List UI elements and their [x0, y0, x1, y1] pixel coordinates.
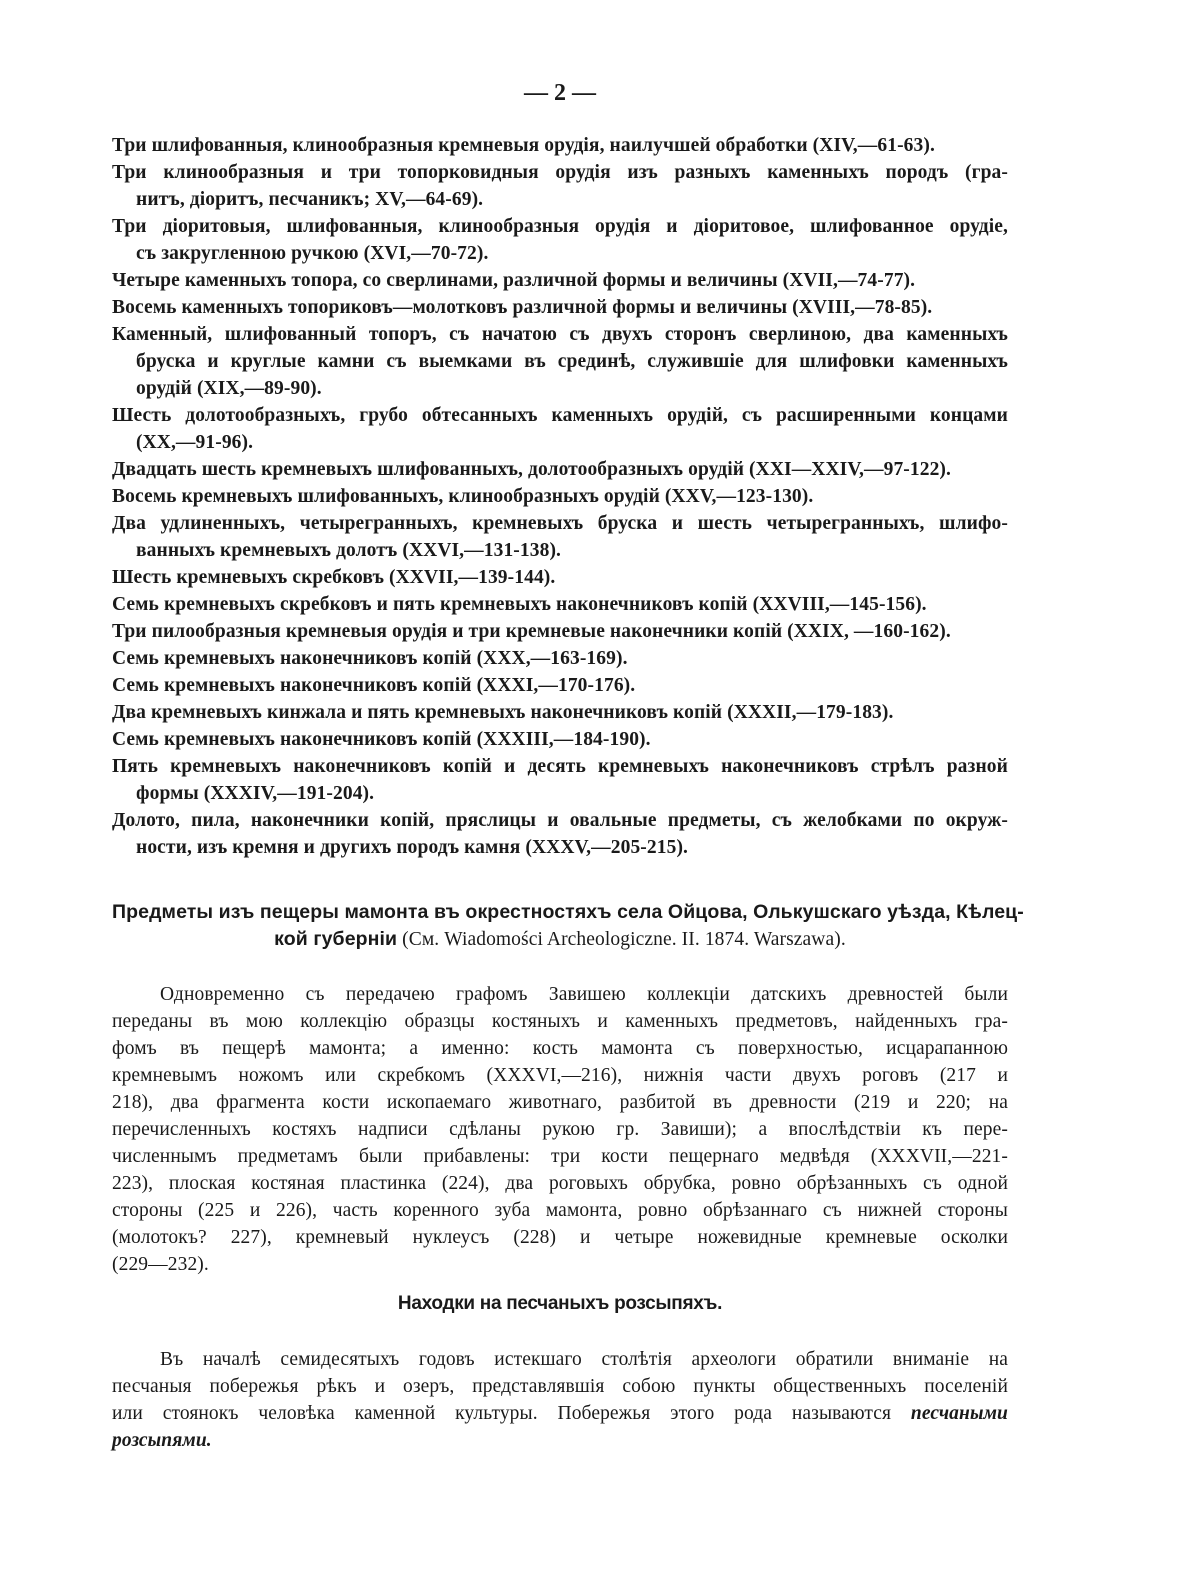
entry-line: Четыре каменныхъ топора, со сверлинами, различной формы и величины (XVII,—74-77).: [112, 270, 916, 291]
entry-line: Каменный, шлифованный топоръ, съ начатою съ двухъ сторонъ сверлиною, два каменныхъ: [112, 324, 1008, 345]
list-entry: [112, 591, 1008, 618]
entry-line: Три клинообразныя и три топорковидныя орудія изъ разныхъ каменныхъ породъ (гра-: [112, 162, 1008, 183]
entry-line: Восемь каменныхъ топориковъ—молотковъ различной формы и величины (XVIII,—78-85).: [112, 297, 933, 318]
paragraph-line: фомъ въ пещерѣ мамонта; а именно: кость мамонта съ поверхностью, исцарапанною: [112, 1038, 1008, 1059]
list-entry: [112, 267, 1008, 294]
entry-line: Двадцать шесть кремневыхъ шлифованныхъ, долотообразныхъ орудій (XXI—XXIV,—97-122).: [112, 459, 952, 480]
entry-line: Семь кремневыхъ наконечниковъ копій (XXXI,—170-176).: [112, 675, 636, 696]
paragraph-sand-finds: [112, 1346, 1008, 1454]
list-entry: [112, 807, 1008, 861]
emphasis-term: песчаными: [910, 1403, 1008, 1424]
entry-line: Шесть кремневыхъ скребковъ (XXVII,—139-144).: [112, 567, 556, 588]
entry-line: Пять кремневыхъ наконечниковъ копій и десять кремневыхъ наконечниковъ стрѣлъ разной: [112, 756, 1008, 777]
list-entry: [112, 726, 1008, 753]
entry-line: ности, изъ кремня и другихъ породъ камня (XXXV,—205-215).: [136, 837, 689, 858]
list-entry: [112, 510, 1008, 564]
entry-line: орудій (XIX,—89-90).: [136, 378, 322, 399]
entry-line: Семь кремневыхъ скребковъ и пять кремневыхъ наконечниковъ копій (XXVIII,—145-156).: [112, 594, 927, 615]
entry-line: Семь кремневыхъ наконечниковъ копій (XXX,—163-169).: [112, 648, 628, 669]
entry-line: съ закругленною ручкою (XVI,—70-72).: [136, 243, 489, 264]
entry-line: Три діоритовыя, шлифованныя, клинообразныя орудія и діоритовое, шлифованное орудіе,: [112, 216, 1008, 237]
entry-line: формы (XXXIV,—191-204).: [136, 783, 375, 804]
paragraph-line: Одновременно съ передачею графомъ Завишею коллекціи датскихъ древностей были: [160, 984, 1008, 1005]
paragraph-line: стороны (225 и 226), часть коренного зуба мамонта, ровно обрѣзаннаго съ нижней стороны: [112, 1200, 1008, 1221]
line-text: или стоянокъ человѣка каменной культуры. Побережья этого рода называются: [112, 1403, 911, 1424]
list-entry: [112, 753, 1008, 807]
heading-bold: кой губерніи: [274, 928, 398, 950]
heading-line: Предметы изъ пещеры мамонта въ окрестностяхъ села Ойцова, Олькушскаго уѣзда, Кѣлец-: [112, 901, 1024, 923]
list-entry: [112, 402, 1008, 456]
artifact-list: [112, 132, 1008, 861]
paragraph-line: [112, 1400, 1008, 1427]
paragraph-line: перечисленныхъ костяхъ надписи сдѣланы рукою гр. Завиши); а впослѣдствіи къ пере-: [112, 1119, 1008, 1140]
paragraph-line: 223), плоская костяная пластинка (224), два роговыхъ обрубка, ровно обрѣзанныхъ съ одной: [112, 1173, 1008, 1194]
list-entry: [112, 294, 1008, 321]
list-entry: [112, 321, 1008, 402]
paragraph-line: численнымъ предметамъ были прибавлены: три кости пещернаго медвѣдя (XXXVII,—221-: [112, 1146, 1008, 1167]
entry-line: бруска и круглые камни съ выемками въ срединѣ, служившіе для шлифовки каменныхъ: [136, 351, 1008, 372]
entry-line: Семь кремневыхъ наконечниковъ копій (XXXIII,—184-190).: [112, 729, 651, 750]
page-number: — 2 —: [524, 80, 596, 106]
heading-reference: (См. Wiadomości Archeologiczne. II. 1874. Warszawa).: [397, 929, 846, 950]
paragraph-line: [112, 1427, 1008, 1454]
paragraph-line: переданы въ мою коллекцію образцы костяныхъ и каменныхъ предметовъ, найденныхъ гра-: [112, 1011, 1008, 1032]
entry-line: Три шлифованныя, клинообразныя кремневыя орудія, наилучшей обработки (XIV,—61-63).: [112, 135, 935, 156]
section-heading-mammoth-cave: [112, 899, 1024, 953]
entry-line: Два удлиненныхъ, четырегранныхъ, кремневыхъ бруска и шесть четырегранныхъ, шлифо-: [112, 513, 1008, 534]
paragraph-line: (молотокъ? 227), кремневый нуклеусъ (228) и четыре ножевидные кремневые осколки: [112, 1227, 1008, 1248]
paragraph-line: 218), два фрагмента кости ископаемаго животнаго, разбитой въ древности (219 и 220; на: [112, 1092, 1008, 1113]
list-entry: [112, 159, 1008, 213]
entry-line: Три пилообразныя кремневыя орудія и три кремневые наконечники копій (XXIX, —160-162).: [112, 621, 951, 642]
list-entry: [112, 483, 1008, 510]
paragraph-line: песчаныя побережья рѣкъ и озеръ, представлявшія собою пункты общественныхъ поселеній: [112, 1376, 1008, 1397]
paragraph-line: кремневымъ ножомъ или скребкомъ (XXXVI,—216), нижнія части двухъ роговъ (217 и: [112, 1065, 1008, 1086]
list-entry: [112, 645, 1008, 672]
list-entry: [112, 672, 1008, 699]
entry-line: Шесть долотообразныхъ, грубо обтесанныхъ каменныхъ орудій, съ расширенными концами: [112, 405, 1008, 426]
list-entry: [112, 618, 1008, 645]
list-entry: [112, 564, 1008, 591]
list-entry: [112, 456, 1008, 483]
entry-line: Два кремневыхъ кинжала и пять кремневыхъ наконечниковъ копій (XXXII,—179-183).: [112, 702, 894, 723]
list-entry: [112, 213, 1008, 267]
paragraph-mammoth-cave: [112, 981, 1008, 1278]
heading-line: [112, 926, 1008, 953]
list-entry: [112, 699, 1008, 726]
entry-line: ванныхъ кремневыхъ долотъ (XXVI,—131-138).: [136, 540, 562, 561]
entry-line: Долото, пила, наконечники копій, пряслицы и овальные предметы, съ желобками по окруж-: [112, 810, 1008, 831]
paragraph-line: (229—232).: [112, 1254, 209, 1275]
emphasis-term: розсыпями.: [112, 1430, 212, 1451]
paragraph-line: Въ началѣ семидесятыхъ годовъ истекшаго столѣтія археологи обратили вниманіе на: [160, 1349, 1008, 1370]
section-heading-sand-finds: Находки на песчаныхъ розсыпяхъ.: [397, 1293, 723, 1314]
entry-line: нитъ, діоритъ, песчаникъ; XV,—64-69).: [136, 189, 484, 210]
list-entry: [112, 132, 1008, 159]
entry-line: (XX,—91-96).: [136, 432, 254, 453]
entry-line: Восемь кремневыхъ шлифованныхъ, клинообразныхъ орудій (XXV,—123-130).: [112, 486, 814, 507]
